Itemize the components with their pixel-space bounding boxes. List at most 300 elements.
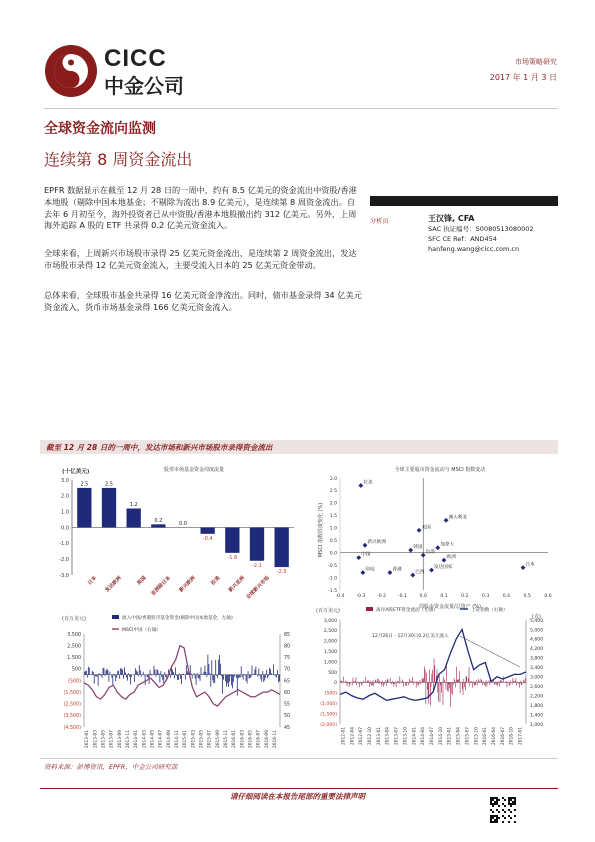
chart3-bar: [95, 675, 96, 676]
chart4-bar: [385, 682, 386, 683]
chart3-bar: [266, 670, 267, 675]
chart4-bar: [426, 682, 427, 704]
chart3-ytick-left: (4,500): [63, 725, 81, 731]
chart2-xtick: 0.6: [544, 594, 552, 599]
chart3-bar: [119, 675, 120, 679]
chart4-bar: [391, 682, 392, 683]
chart3-bar: [233, 675, 234, 682]
chart3-bar: [130, 675, 131, 685]
chart3-bar: [223, 675, 224, 680]
analyst-sac: SAC 执证编号：S0080513080002: [428, 225, 534, 233]
chart4-bar: [422, 678, 423, 683]
chart3-bar: [185, 675, 186, 680]
chart3-bar: [242, 675, 243, 677]
chart3-bar: [213, 675, 214, 683]
chart4-xtick: 2016-01: [483, 727, 489, 745]
chart3-bar: [101, 675, 102, 676]
chart4-xtick: 2014-07: [430, 727, 435, 745]
chart4-bar: [477, 682, 478, 685]
chart4-bar: [457, 680, 458, 683]
chart3-bar: [143, 672, 144, 675]
chart4-bar: [395, 681, 396, 682]
chart4-bar: [443, 677, 444, 683]
chart4-bar: [469, 682, 470, 686]
chart4-bar: [380, 681, 381, 682]
chart3-bar: [125, 672, 126, 674]
chart3-bar: [186, 665, 187, 674]
chart4-ytick-left: 1,000: [323, 660, 337, 666]
chart4-bar: [454, 678, 455, 682]
chart4-bar: [341, 681, 342, 683]
chart3-bar: [131, 675, 132, 677]
chart4-bar: [376, 681, 377, 683]
chart3-bar: [237, 675, 238, 696]
chart3-bar: [212, 675, 213, 681]
chart4-bar: [442, 681, 443, 682]
chart3-ytick-right: 70: [284, 667, 291, 673]
chart1-data-label: 0.0: [179, 521, 187, 527]
chart3-bar: [240, 675, 241, 678]
chart2-ytick: 2.5: [329, 489, 337, 495]
chart3-bar: [274, 675, 275, 676]
chart3-bar: [271, 673, 272, 674]
chart4-bar: [464, 682, 465, 687]
chart3-ytick-left: 3,500: [67, 632, 81, 638]
chart3-ytick-right: 50: [284, 714, 291, 720]
chart3-bar: [158, 670, 159, 675]
chart4-bar: [417, 682, 418, 684]
chart3-bar: [182, 674, 183, 675]
chart3-bar: [217, 675, 218, 679]
chart4-bar: [387, 679, 388, 682]
chart3-bar: [100, 674, 101, 675]
chart4-bar: [407, 682, 408, 683]
chart4-bar: [471, 681, 472, 682]
chart4-bar: [469, 667, 470, 682]
chart2-ytick: 1.5: [329, 514, 337, 520]
chart3-bar: [162, 675, 163, 680]
chart4-bar: [447, 682, 448, 690]
chart3-bar: [201, 667, 202, 674]
chart3-bar: [255, 669, 256, 674]
chart2-xtick: -0.2: [377, 594, 387, 599]
chart4-bar: [358, 682, 359, 683]
chart4-bar: [472, 682, 473, 687]
chart4-bar: [414, 681, 415, 682]
chart1-ytick: -3.0: [59, 572, 69, 579]
chart4-bar: [423, 679, 424, 682]
chart4-bar: [523, 680, 524, 683]
chart4-bar: [452, 682, 453, 694]
chart4-xtick: 2015-10: [474, 727, 480, 745]
chart4-bar: [522, 682, 523, 685]
chart4-bar: [498, 682, 499, 683]
chart3-ytick-right: 60: [284, 690, 291, 696]
brand-cn: 中金公司: [104, 76, 184, 98]
chart4-bar: [353, 678, 354, 683]
chart4-bar: [455, 682, 456, 687]
chart4-bar: [495, 681, 496, 682]
chart4-bar: [425, 669, 426, 682]
chart3-bar: [220, 664, 221, 675]
chart4-bar: [428, 682, 429, 698]
chart3-bar: [127, 675, 128, 681]
chart4-bar: [449, 682, 450, 688]
chart4-bar: [486, 680, 487, 682]
chart3-bar: [199, 675, 200, 679]
chart4-bar: [402, 679, 403, 682]
chart4-bar: [345, 681, 346, 683]
chart3-bar: [158, 673, 159, 674]
chart3-bar: [256, 667, 257, 675]
chart3-ytick-left: 1,500: [67, 656, 81, 662]
chart3-bar: [176, 675, 177, 676]
chart3-bar: [160, 671, 161, 675]
chart3-ytick-right: 45: [284, 725, 291, 731]
chart4-bar: [424, 666, 425, 682]
chart4-bar: [368, 680, 369, 682]
chart4-bar: [354, 681, 355, 682]
chart4-bar: [493, 682, 494, 683]
chart2-axis: [328, 476, 552, 599]
header-divider: [44, 108, 558, 109]
chart4-bar: [458, 679, 459, 682]
chart3-bar: [91, 675, 92, 676]
chart1-data-label: -1.6: [227, 554, 238, 561]
chart2-ytick: -1.0: [328, 576, 337, 582]
chart4-bar: [497, 682, 498, 686]
chart3-ytick-left: (500): [68, 679, 81, 685]
chart4-bar: [400, 682, 401, 683]
chart4-bar: [386, 682, 387, 685]
chart4-bar: [409, 679, 410, 683]
chart4-ytick-right: 1,400: [530, 713, 544, 719]
chart4-bar: [478, 679, 479, 683]
chart4-bar: [464, 679, 465, 683]
chart2-point-label: 澳大利亚: [448, 515, 467, 521]
chart3-xtick: 2015-05: [199, 730, 205, 748]
chart3-legend-line-label: MSCI中国（右轴）: [122, 628, 162, 633]
chart4-bar: [405, 682, 406, 685]
chart4-bar: [362, 682, 363, 686]
chart4-bar: [374, 682, 375, 683]
chart3-bar: [264, 675, 265, 681]
chart4-bar: [357, 682, 358, 683]
chart3-xtick: 2013-09: [117, 730, 123, 748]
chart3-bar: [232, 675, 233, 689]
chart3-bar: [250, 675, 251, 678]
chart3-bar: [258, 669, 259, 675]
chart3-bar: [112, 675, 113, 685]
chart2-xtick: 0.1: [440, 594, 448, 599]
chart3-bar: [136, 671, 137, 675]
chart4-bar: [448, 682, 449, 691]
chart4-bar: [388, 681, 389, 682]
chart3-bar: [183, 674, 184, 675]
chart3-xtick: 2014-03: [142, 730, 148, 748]
chart4-bar: [443, 682, 444, 704]
chart3-bar: [275, 675, 276, 677]
chart3-ytick-left: (3,500): [63, 714, 81, 720]
chart1-ylabel: (十亿美元): [62, 469, 90, 475]
chart4-legend-bar-label: 离岸A股ETF资金流动（左轴）: [376, 608, 439, 613]
chart1-ytick: 0.0: [61, 525, 69, 532]
chart4-ytick-right: 4,600: [530, 637, 544, 643]
chart2-point-label: 发达国家: [434, 565, 453, 571]
chart3-bar: [219, 655, 220, 675]
chart4-bar: [501, 681, 502, 683]
chart2-point-label: 中国: [361, 552, 371, 558]
chart1-bar: [77, 488, 91, 528]
chart3-bar: [198, 675, 199, 678]
chart4-bar: [397, 681, 398, 682]
chart4-ytick-left: 2,000: [323, 639, 337, 645]
cicc-logo: [44, 44, 98, 98]
chart4-bar: [515, 681, 516, 682]
chart4-bar: [509, 682, 510, 686]
chart4-bar: [488, 682, 489, 683]
chart3-bar: [97, 675, 98, 677]
chart3-bar: [174, 675, 175, 679]
chart4-bar: [365, 677, 366, 683]
chart3-xtick: 2013-05: [101, 730, 107, 748]
chart3-ytick-right: 85: [284, 632, 291, 638]
chart3-bar: [122, 670, 123, 675]
chart4-xtick: 2014-10: [438, 727, 444, 745]
chart3-bar: [152, 675, 153, 676]
chart3-bar: [138, 675, 139, 676]
chart4-legend-bar: [366, 607, 373, 611]
chart3-bar: [173, 672, 174, 675]
chart4-bar: [402, 681, 403, 682]
chart2-point-label: 拉美: [363, 480, 373, 486]
chart4-bar: [441, 682, 442, 692]
chart1-category: 新兴欧洲: [178, 575, 197, 594]
chart4-bar: [369, 682, 370, 687]
chart3-bar: [214, 675, 215, 683]
chart1-data-label: -2.5: [276, 569, 287, 576]
chart3-bar: [222, 675, 223, 694]
chart4-xtick: 2016-10: [509, 727, 515, 745]
chart4-bar: [342, 682, 343, 683]
chart2-point-label: 韩国: [413, 545, 423, 551]
chart4-bar: [429, 682, 430, 704]
chart3-bar: [104, 668, 105, 675]
chart3-bar: [260, 675, 261, 680]
chart3-bar: [270, 669, 271, 674]
page-subtitle: 连续第 8 周资金流出: [44, 150, 193, 169]
chart4-bar: [516, 682, 517, 685]
chart4-bar: [344, 682, 345, 683]
chart3-bar: [215, 660, 216, 675]
chart3-bar: [249, 675, 250, 679]
chart4-xtick: 2012-01: [341, 727, 347, 745]
chart1-ytick: 2.0: [61, 493, 69, 500]
analyst-bar: [370, 196, 558, 206]
chart4-bar: [392, 681, 393, 683]
chart4-bar: [519, 682, 520, 683]
chart4-bar: [446, 682, 447, 689]
chart4-bar: [367, 681, 368, 682]
chart4-bar: [505, 682, 506, 683]
chart3-bar: [151, 674, 152, 675]
chart4-bar: [524, 682, 525, 683]
analyst-sfc: SFC CE Ref：AND454: [428, 235, 497, 243]
chart4-bar: [468, 678, 469, 682]
chart1-data-label: -0.4: [202, 535, 213, 542]
chart3-bar: [200, 675, 201, 681]
chart3-bar: [134, 675, 135, 682]
chart1-bar: [250, 528, 264, 561]
chart2-ytick: 3.0: [329, 476, 337, 482]
chart4-bar: [399, 682, 400, 684]
chart2-ytick: 0.0: [329, 551, 337, 557]
chart-weekly-flows: [44, 460, 304, 610]
chart4-bar: [406, 682, 407, 685]
chart4-xtick: 2013-04: [385, 727, 391, 745]
chart2-points: [356, 478, 535, 577]
chart4-bar: [397, 682, 398, 683]
chart3-bar: [121, 669, 122, 675]
chart3-xtick: 2013-11: [125, 730, 131, 748]
page-title: 全球资金流向监测: [44, 121, 156, 137]
chart2-ytick: -0.5: [328, 563, 337, 569]
chart3-xtick: 2013-03: [93, 730, 99, 748]
chart3-bar: [148, 675, 149, 678]
chart4-bar: [410, 681, 411, 683]
chart4-bar: [476, 680, 477, 683]
chart3-bar: [269, 668, 270, 675]
chart4-ytick-right: 3,800: [530, 656, 544, 662]
chart3-bar: [261, 675, 262, 682]
chart3-bar: [84, 672, 85, 675]
chart4-bar: [347, 682, 348, 686]
chart4-ytick-left: 1,500: [323, 650, 337, 655]
chart3-xtick: 2016-03: [240, 730, 246, 748]
chart3-xtick: 2016-11: [272, 730, 278, 748]
chart4-bar: [394, 682, 395, 686]
chart3-xtick: 2015-07: [207, 730, 213, 748]
chart4-ytick-right: 2,200: [530, 694, 544, 700]
chart3-bar: [236, 675, 237, 678]
chart2-xtick: -0.3: [356, 594, 366, 599]
chart4-bar: [412, 677, 413, 683]
chart4-bar: [417, 681, 418, 682]
chart3-bar: [109, 675, 110, 682]
chart3-bar: [277, 670, 278, 675]
chart4-bar: [506, 681, 507, 683]
chart4-xtick: 2012-04: [350, 727, 356, 745]
chart3-bar: [140, 670, 141, 674]
chart4-bar: [419, 682, 420, 683]
chart4-bar: [394, 682, 395, 684]
chart2-point-label: 台湾: [425, 550, 435, 556]
chart3-bar: [279, 675, 280, 681]
chart4-bar: [456, 667, 457, 683]
chart4-bar: [355, 681, 356, 682]
chart4-bar: [496, 682, 497, 684]
chart4-bar: [519, 682, 520, 687]
chart-scatter: [310, 460, 558, 610]
chart4-bar: [398, 681, 399, 682]
chart4-bar: [483, 681, 484, 682]
chart4-bar: [521, 682, 522, 684]
chart3-bar: [113, 674, 114, 675]
chart4-bar: [485, 682, 486, 686]
chart4-bar: [500, 680, 501, 682]
chart4-bar: [458, 680, 459, 683]
chart4-bar: [463, 682, 464, 695]
chart4-bar: [371, 682, 372, 685]
chart3-xtick: 2014-07: [158, 730, 164, 748]
chart3-bar: [114, 675, 115, 676]
chart4-bar: [501, 680, 502, 682]
chart4-bar: [378, 679, 379, 682]
chart4-bar: [408, 682, 409, 683]
chart3-bar: [246, 675, 247, 681]
chart3-bar: [245, 675, 246, 676]
chart1-bar: [102, 488, 116, 528]
chart4-bar: [479, 681, 480, 683]
chart4-bar: [510, 682, 511, 684]
chart3-bar: [208, 664, 209, 675]
chart3-bar: [164, 672, 165, 675]
chart3-xtick: 2016-05: [248, 730, 254, 748]
chart4-ytick-right: 1,800: [530, 703, 544, 709]
report-type: 市场策略研究: [515, 58, 557, 66]
chart3-ylabel: (百万美元): [62, 616, 86, 622]
chart3-bar: [175, 667, 176, 674]
chart3-plot: [64, 632, 291, 748]
chart3-bar: [210, 675, 211, 687]
chart3-bar: [238, 675, 239, 679]
chart3-bar: [85, 671, 86, 675]
chart3-xtick: 2016-07: [256, 730, 262, 748]
chart4-bar: [341, 681, 342, 682]
chart3-bar: [192, 675, 193, 679]
chart4-bar: [460, 682, 461, 693]
chart2-point-label: 加拿大: [440, 542, 455, 548]
chart2-ytick: 0.5: [329, 539, 337, 545]
chart4-bar: [462, 682, 463, 689]
chart3-ytick-right: 75: [284, 656, 291, 662]
chart4-bar: [411, 682, 412, 683]
chart4-bar: [502, 682, 503, 683]
chart3-bar: [190, 665, 191, 675]
report-date: 2017 年 1 月 3 日: [489, 73, 557, 82]
chart3-bar: [205, 665, 206, 674]
chart3-bar: [159, 675, 160, 683]
chart4-bar: [470, 681, 471, 682]
chart3-bar: [262, 671, 263, 675]
chart3-bar: [191, 673, 192, 674]
chart2-xtick: 0.5: [523, 594, 531, 599]
chart4-bar: [466, 677, 467, 683]
chart3-bar: [243, 675, 244, 680]
chart4-bar: [461, 682, 462, 683]
chart3-bar: [157, 669, 158, 674]
chart3-bar: [197, 673, 198, 675]
chart2-point-label: 香港: [392, 567, 402, 573]
chart4-bar: [432, 670, 433, 683]
chart2-point-label: 新兴欧洲: [367, 540, 386, 546]
qr-code-icon: [490, 797, 516, 823]
chart4-xtick: 2013-10: [403, 727, 409, 745]
chart2-ytick: -1.5: [328, 588, 337, 594]
chart4-bar: [475, 682, 476, 684]
chart4-xtick: 2017-01: [518, 727, 524, 745]
chart2-point-label: 日本: [525, 562, 535, 568]
